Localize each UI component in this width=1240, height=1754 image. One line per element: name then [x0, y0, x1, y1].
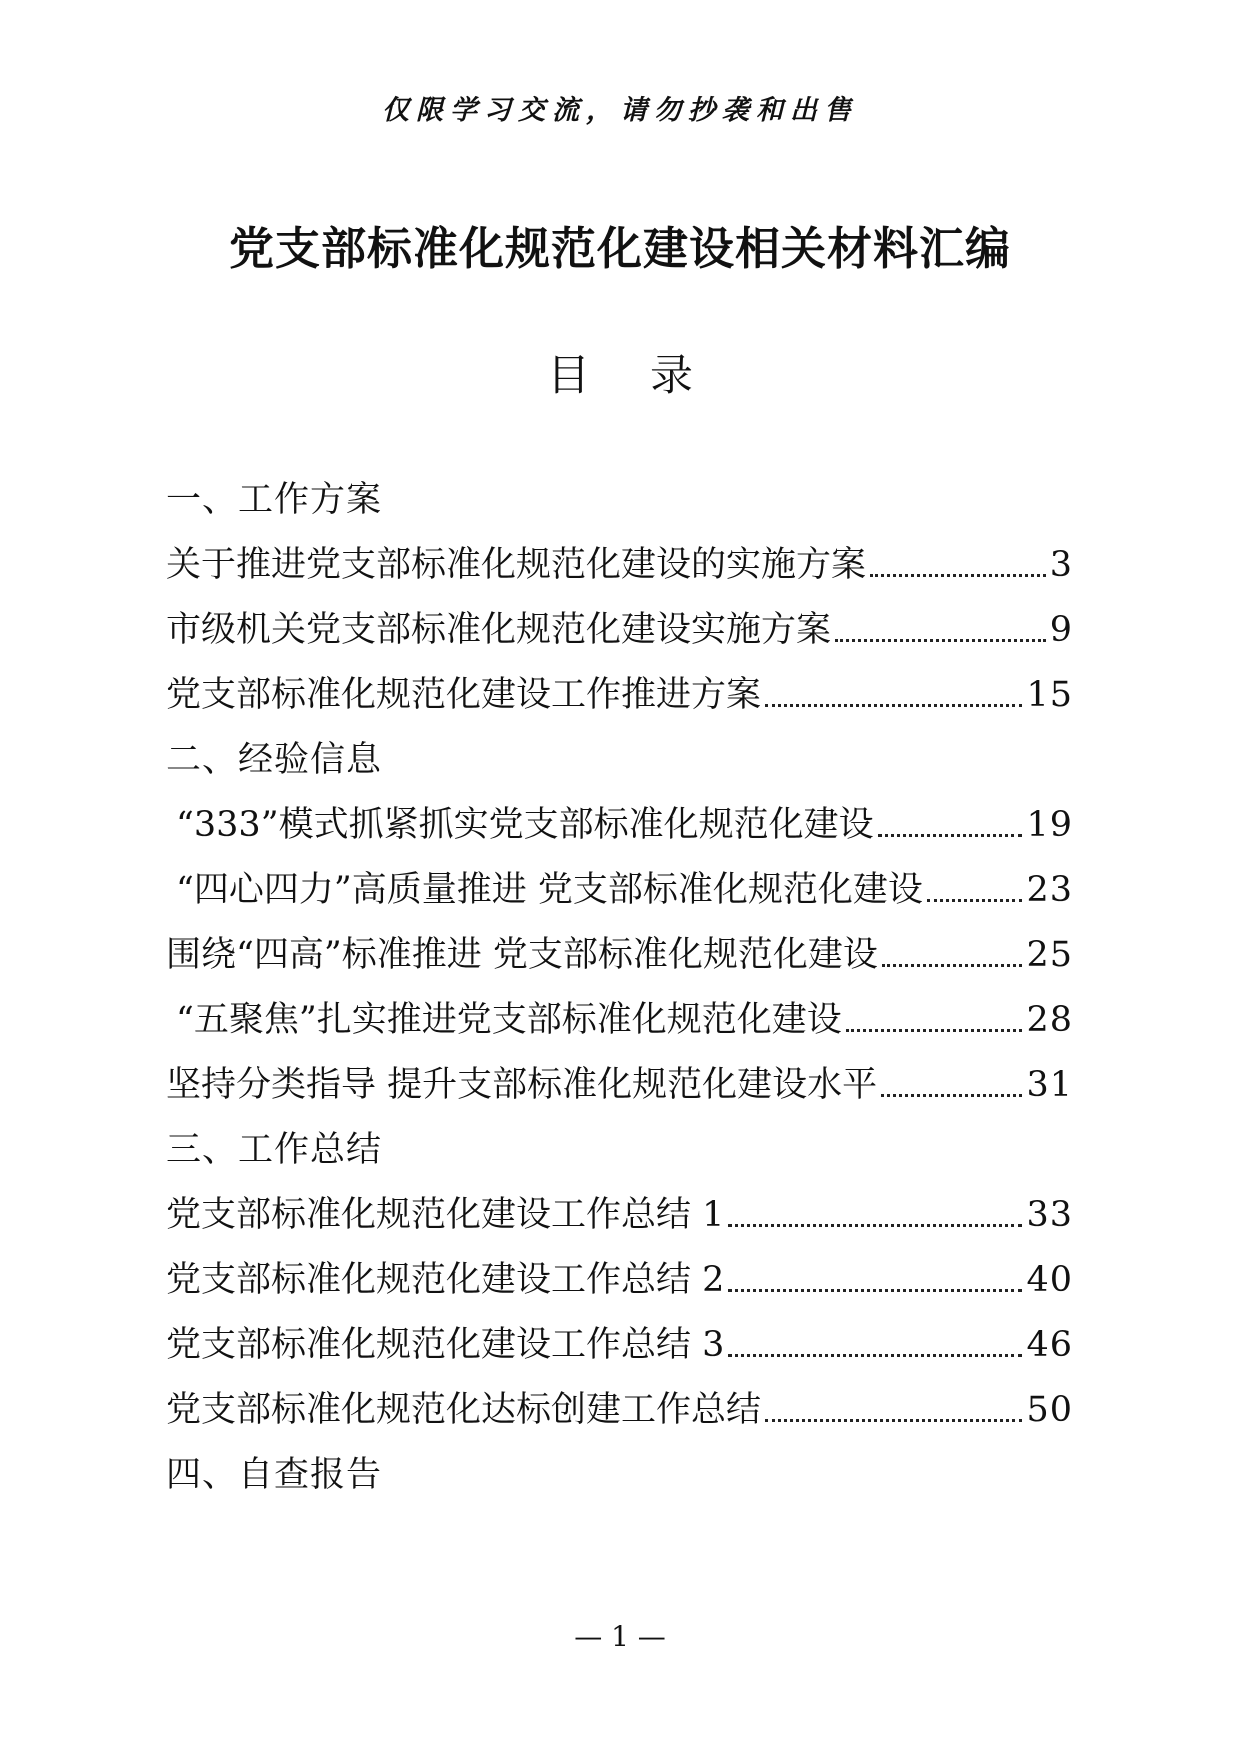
section-title-4: 四、自查报告	[166, 1455, 383, 1495]
toc-heading: 目录	[547, 351, 753, 401]
dot-leader	[882, 964, 1023, 967]
toc-entry-text: 关于推进党支部标准化规范化建设的实施方案	[166, 545, 867, 585]
toc-entry-text: “四心四力”高质量推进 党支部标准化规范化建设	[176, 870, 923, 910]
section-title-3: 三、工作总结	[166, 1130, 383, 1170]
toc-entry-page: 50	[1026, 1390, 1073, 1430]
toc-entry-text: 围绕“四高”标准推进 党支部标准化规范化建设	[166, 935, 878, 975]
table-of-contents	[166, 468, 1073, 1508]
document-title: 党支部标准化规范化建设相关材料汇编	[228, 222, 1011, 275]
dot-leader	[835, 639, 1046, 642]
toc-entry-text: 党支部标准化规范化建设工作总结 2	[166, 1260, 725, 1300]
header-note: 仅限学习交流，请勿抄袭和出售	[382, 95, 858, 126]
toc-entry[interactable]	[166, 858, 1073, 923]
toc-section-title	[166, 728, 1073, 793]
dot-leader	[765, 1419, 1022, 1422]
toc-section-title	[166, 468, 1073, 533]
toc-entry-text: 坚持分类指导 提升支部标准化规范化建设水平	[166, 1065, 878, 1105]
toc-entry-page: 25	[1026, 935, 1073, 975]
toc-entry[interactable]	[166, 1378, 1073, 1443]
section-title-2: 二、经验信息	[166, 740, 383, 780]
toc-section-title	[166, 1443, 1073, 1508]
toc-entry-text: “五聚焦”扎实推进党支部标准化规范化建设	[176, 1000, 842, 1040]
toc-entry-text: 党支部标准化规范化达标创建工作总结	[166, 1390, 762, 1430]
dot-leader	[765, 704, 1022, 707]
toc-entry-page: 46	[1026, 1325, 1073, 1365]
toc-entry-text: 市级机关党支部标准化规范化建设实施方案	[166, 610, 832, 650]
toc-entry[interactable]	[166, 533, 1073, 598]
toc-entry-page: 33	[1026, 1195, 1073, 1235]
dot-leader	[728, 1289, 1022, 1292]
page-number-footer: — 1 —	[574, 1620, 666, 1653]
toc-entry-page: 40	[1026, 1260, 1073, 1300]
toc-entry[interactable]	[166, 1248, 1073, 1313]
toc-entry[interactable]	[166, 1053, 1073, 1118]
toc-entry-page: 28	[1026, 1000, 1073, 1040]
toc-entry-text: 党支部标准化规范化建设工作总结 1	[166, 1195, 725, 1235]
dot-leader	[927, 899, 1023, 902]
toc-section-title	[166, 1118, 1073, 1183]
toc-entry[interactable]	[166, 793, 1073, 858]
toc-entry[interactable]	[166, 1313, 1073, 1378]
toc-entry-page: 31	[1026, 1065, 1073, 1105]
dot-leader	[728, 1224, 1022, 1227]
toc-entry-page: 3	[1049, 545, 1073, 585]
toc-entry-page: 19	[1026, 805, 1073, 845]
toc-entry[interactable]	[166, 988, 1073, 1053]
section-title-1: 一、工作方案	[166, 480, 383, 520]
dot-leader	[728, 1354, 1022, 1357]
toc-entry[interactable]	[166, 663, 1073, 728]
dot-leader	[870, 574, 1046, 577]
toc-entry[interactable]	[166, 923, 1073, 988]
dot-leader	[878, 834, 1023, 837]
toc-entry-page: 15	[1026, 675, 1073, 715]
toc-entry-text: “333”模式抓紧抓实党支部标准化规范化建设	[176, 805, 874, 845]
toc-entry-text: 党支部标准化规范化建设工作推进方案	[166, 675, 762, 715]
dot-leader	[881, 1094, 1022, 1097]
toc-entry-page: 23	[1026, 870, 1073, 910]
toc-entry-text: 党支部标准化规范化建设工作总结 3	[166, 1325, 725, 1365]
toc-entry[interactable]	[166, 598, 1073, 663]
toc-entry-page: 9	[1049, 610, 1073, 650]
dot-leader	[846, 1029, 1023, 1032]
toc-entry[interactable]	[166, 1183, 1073, 1248]
